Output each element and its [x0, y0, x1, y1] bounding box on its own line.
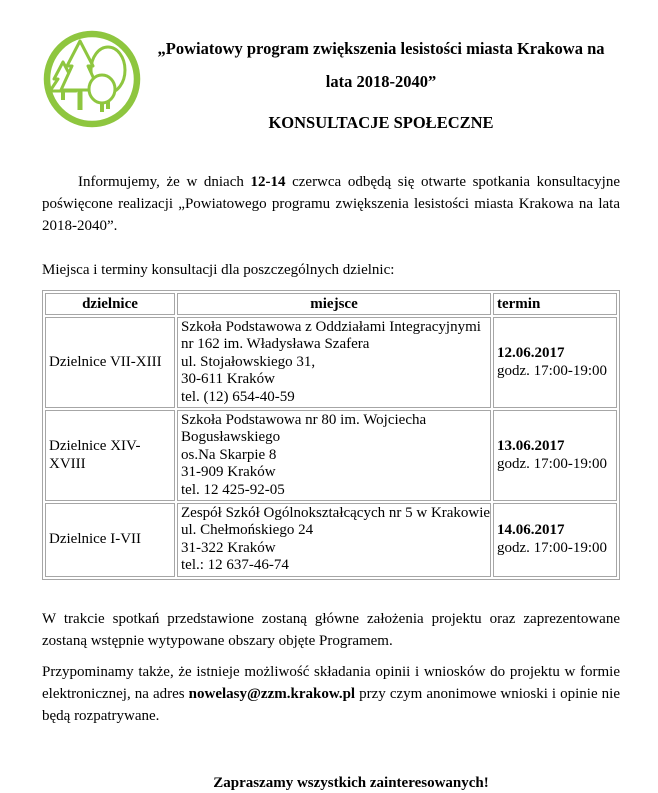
place-line: Zespół Szkół Ogólnokształcących nr 5 w Krakowie: [181, 505, 491, 522]
intro-text-after: czerwca odbędą się otwarte spotkania konsultacyjne poświęcone realizacji „Powiatowego programu zwiększenia lesistości miasta Krakowa na lata 2018-2040”.: [42, 174, 620, 234]
column-header-district: dzielnice: [45, 293, 175, 315]
place-line: Bogusławskiego: [181, 429, 281, 446]
contact-email: nowelasy@zzm.krakow.pl: [188, 685, 356, 702]
table-row: [45, 410, 617, 501]
intro-dates-bold: 12-14: [250, 174, 286, 190]
reminder-paragraph: [42, 661, 620, 727]
term-date: 14.06.2017: [497, 522, 565, 539]
district-cell: Dzielnice VII-XIII: [45, 317, 175, 408]
consultation-schedule-table: [42, 290, 620, 580]
term-date: 13.06.2017: [497, 438, 565, 455]
district-cell: Dzielnice I-VII: [45, 503, 175, 577]
place-line: 31-322 Kraków: [181, 539, 276, 556]
table-row: [45, 317, 617, 408]
term-cell: [493, 317, 617, 408]
term-cell: [493, 410, 617, 501]
title-line-1: „Powiatowy program zwiększenia lesistości miasta Krakowa na: [157, 39, 605, 58]
place-line: 31-909 Kraków: [181, 464, 276, 481]
document-subtitle: KONSULTACJE SPOŁECZNE: [268, 113, 494, 132]
place-line: os.Na Skarpie 8: [181, 446, 277, 463]
document-header: [42, 28, 620, 133]
place-line: tel. 12 425-92-05: [181, 481, 285, 498]
trees-logo-icon: [42, 28, 142, 130]
place-line: Szkoła Podstawowa nr 80 im. Wojciecha: [181, 412, 427, 429]
place-cell: [177, 317, 491, 408]
column-header-place: miejsce: [177, 293, 491, 315]
schedule-intro-line: Miejsca i terminy konsultacji dla poszczególnych dzielnic:: [42, 262, 395, 278]
place-line: ul. Chełmońskiego 24: [181, 522, 314, 539]
place-line: tel.: 12 637-46-74: [181, 557, 289, 574]
place-line: tel. (12) 654-40-59: [181, 388, 295, 405]
title-block: [142, 28, 620, 133]
place-line: nr 162 im. Władysława Szafera: [181, 336, 370, 353]
term-hours: godz. 17:00-19:00: [497, 539, 607, 556]
term-hours: godz. 17:00-19:00: [497, 455, 607, 472]
term-date: 12.06.2017: [497, 345, 565, 362]
table-header-row: [45, 293, 617, 315]
title-line-2: lata 2018-2040”: [325, 72, 437, 91]
place-line: 30-611 Kraków: [181, 371, 276, 388]
place-line: Szkoła Podstawowa z Oddziałami Integracyjnymi: [181, 319, 481, 335]
closing-invitation: Zapraszamy wszystkich zainteresowanych!: [213, 774, 489, 791]
place-cell: [177, 410, 491, 501]
organization-logo: [42, 28, 142, 130]
place-cell: [177, 503, 491, 577]
table-row: [45, 503, 617, 577]
place-line: ul. Stojałowskiego 31,: [181, 353, 316, 370]
reminder-text-before: Przypominamy także, że istnieje możliwość składania opinii i wniosków do projektu w formie elektronicznej, na adres: [42, 663, 620, 702]
summary-paragraph: W trakcie spotkań przedstawione zostaną główne założenia projektu oraz zaprezentowane zostaną wstępnie wytypowane obszary objęte Programem.: [42, 610, 620, 649]
document-title: [142, 32, 620, 98]
intro-text-before: Informujemy, że w dniach: [78, 174, 251, 190]
column-header-term: termin: [493, 293, 617, 315]
district-cell: Dzielnice XIV-XVIII: [45, 410, 175, 501]
term-hours: godz. 17:00-19:00: [497, 362, 607, 379]
reminder-text-after: przy czym anonimowe wnioski i opinie nie będą rozpatrywane.: [42, 685, 621, 724]
term-cell: [493, 503, 617, 577]
intro-paragraph: [42, 171, 620, 237]
